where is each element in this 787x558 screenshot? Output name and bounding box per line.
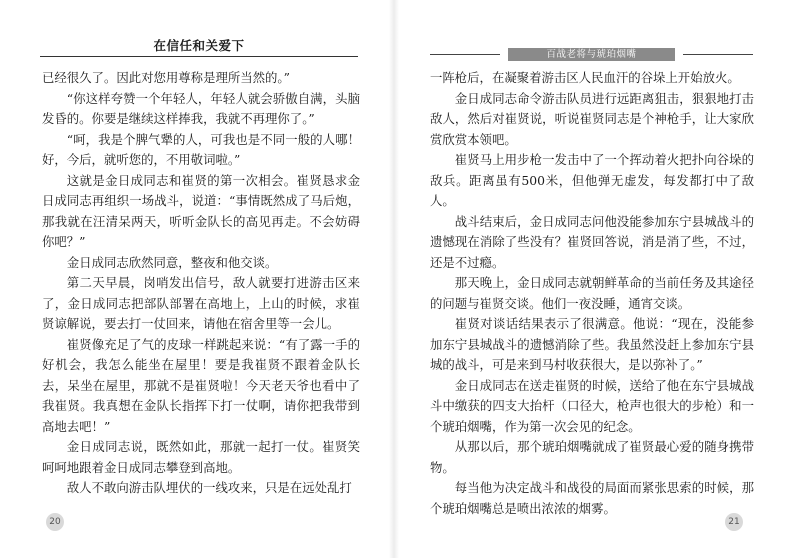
right-page-header-bar xyxy=(430,48,753,61)
paragraph: 战斗结束后，金日成同志问他没能参加东宁县城战斗的遗憾现在消除了些没有？崔贤回答说，消是消了些，不过，还是不过瘾。 xyxy=(430,213,754,270)
page-number-badge: 20 xyxy=(46,513,64,531)
paragraph: 金日成同志命令游击队员进行远距离狙击，狠狠地打击敌人，然后对崔贤说，听说崔贤同志是个神枪手，让大家欣赏欣赏本领吧。 xyxy=(430,90,754,147)
header-rule-left xyxy=(430,54,500,55)
right-page-body xyxy=(430,68,754,519)
paragraph: 金日成同志说，既然如此，那就一起打一仗。崔贤笑呵呵地跟着金日成同志攀登到高地。 xyxy=(42,439,360,475)
paragraph: 从那以后，那个琥珀烟嘴就成了崔贤最心爱的随身携带物。 xyxy=(430,439,754,475)
paragraph: 崔贤对谈话结果表示了很满意。他说：“现在，没能参加东宁县城战斗的遗憾消除了些。我虽然没赶上参加东宁县城的战斗，可是来到马村收获很大，是以弥补了。” xyxy=(430,316,754,372)
right-page-header: 百战老将与琥珀烟嘴 xyxy=(508,48,675,61)
paragraph: 已经很久了。因此对您用尊称是理所当然的。” xyxy=(42,70,290,85)
paragraph: 那天晚上，金日成同志就朝鲜革命的当前任务及其途径的问题与崔贤交谈。他们一夜没睡，通宵交谈。 xyxy=(430,275,754,311)
paragraph: 金日成同志欣然同意，整夜和他交谈。 xyxy=(66,254,278,270)
paragraph: 每当他为决定战斗和战役的局面而紧张思索的时候，那个琥珀烟嘴总是喷出浓浓的烟雾。 xyxy=(430,480,754,516)
paragraph: 金日成同志在送走崔贤的时候，送给了他在东宁县城战斗中缴获的四支大抬杆（口径大，枪声也很大的步枪）和一个琥珀烟嘴，作为第一次会见的纪念。 xyxy=(430,377,754,434)
paragraph: 一阵枪后，在凝聚着游击区人民血汗的谷垛上开始放火。 xyxy=(430,70,740,85)
paragraph: 崔贤像充足了气的皮球一样跳起来说：“有了露一手的好机会，我怎么能坐在屋里！要是我崔贤不跟着金队长去，呆坐在屋里，那就不是崔贤啦！今天老天爷也看中了我崔贤。我真想在金队长指挥下打一仗啊，请你把我带到高地去吧！” xyxy=(42,336,360,434)
left-page-body xyxy=(42,68,360,499)
right-page xyxy=(394,0,787,558)
paragraph: 第二天早晨，岗哨发出信号，敌人就要打进游击区来了，金日成同志把部队部署在高地上，上山的时候，求崔贤谅解说，要去打一仗回来，请他在宿舍里等一会儿。 xyxy=(42,275,360,331)
paragraph: 这就是金日成同志和崔贤的第一次相会。崔贤恳求金日成同志再组织一场战斗，说道：“事情既然成了马后炮，那我就在汪清呆两天，听听金队长的高见再走。不会妨碍你吧？” xyxy=(42,172,360,249)
paragraph: “你这样夸赞一个年轻人，年轻人就会骄傲自满，头脑发昏的。你要是继续这样捧我，我就不再理你了。” xyxy=(42,90,360,126)
paragraph: 敌人不敢向游击队埋伏的一线攻来，只是在远处乱打 xyxy=(66,480,352,495)
left-page-header: 在信任和关爱下 xyxy=(153,38,245,53)
page-number-badge: 21 xyxy=(725,513,743,531)
left-page xyxy=(0,0,393,558)
left-header-rule xyxy=(40,56,358,57)
paragraph: 崔贤马上用步枪一发击中了一个挥动着火把扑向谷垛的敌兵。距离虽有500米，但他弹无虚发，每发都打中了敌人。 xyxy=(430,152,754,208)
paragraph: “呵，我是个脾气犟的人，可我也是不同一般的人哪！好，今后，就听您的，不用敬词啦。” xyxy=(42,131,360,167)
header-rule-right xyxy=(683,54,753,55)
